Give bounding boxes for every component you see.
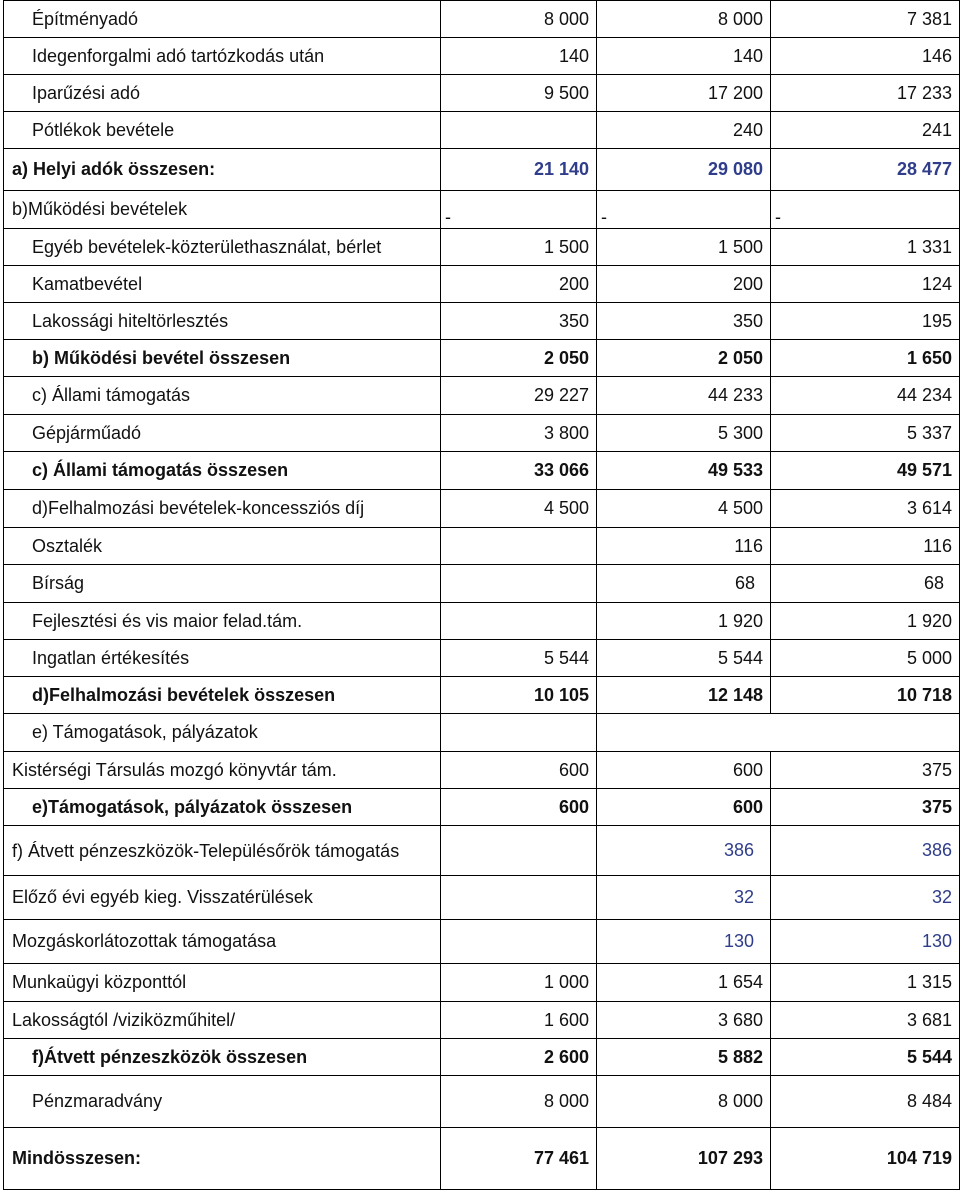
value-col3 [771,714,960,752]
table-row [4,490,960,528]
subtotal-row [4,340,960,377]
value-col1: 200 [441,266,597,303]
value-col2: 44 233 [597,377,771,415]
row-label: d)Felhalmozási bevételek összesen [4,677,441,714]
row-label: a) Helyi adók összesen: [4,149,441,191]
table-row [4,229,960,266]
row-label: Mindösszesen: [4,1128,441,1190]
subtotal-row [4,149,960,191]
value-col3: 10 718 [771,677,960,714]
value-col1: 9 500 [441,75,597,112]
row-label: Kamatbevétel [4,266,441,303]
value-col2: 1 920 [597,603,771,640]
value-col2: 600 [597,752,771,789]
value-col3: 195 [771,303,960,340]
row-label: Egyéb bevételek-közterülethasználat, bérlet [4,229,441,266]
value-col1: 1 000 [441,964,597,1002]
row-label: Mozgáskorlátozottak támogatása [4,920,441,964]
value-col3: 146 [771,38,960,75]
value-col1: 350 [441,303,597,340]
value-col3: 1 650 [771,340,960,377]
table-row [4,603,960,640]
value-col3: 5 000 [771,640,960,677]
value-col1: 5 544 [441,640,597,677]
table-row [4,528,960,565]
table-row [4,964,960,1002]
value-col2: 200 [597,266,771,303]
value-col3: 5 544 [771,1039,960,1076]
table-row [4,752,960,789]
value-col2: 1 500 [597,229,771,266]
value-col1: 8 000 [441,1,597,38]
value-col3: 3 681 [771,1002,960,1039]
row-label: Építményadó [4,1,441,38]
value-col3: 375 [771,789,960,826]
row-label: Előző évi egyéb kieg. Visszatérülések [4,876,441,920]
row-label: b)Működési bevételek [4,191,441,229]
row-label: Pótlékok bevétele [4,112,441,149]
row-label: f)Átvett pénzeszközök összesen [4,1039,441,1076]
subtotal-row [4,452,960,490]
value-col2: 8 000 [597,1076,771,1128]
table-row [4,112,960,149]
row-label: Kistérségi Társulás mozgó könyvtár tám. [4,752,441,789]
value-col2: 1 654 [597,964,771,1002]
table-row [4,1002,960,1039]
value-col2: 107 293 [597,1128,771,1190]
value-col1: - [441,191,597,229]
row-label: Iparűzési adó [4,75,441,112]
value-col3: 17 233 [771,75,960,112]
value-col3: 44 234 [771,377,960,415]
value-col1 [441,826,597,876]
value-col1: 600 [441,789,597,826]
value-col1: 21 140 [441,149,597,191]
value-col1: 600 [441,752,597,789]
value-col1 [441,876,597,920]
value-col1 [441,565,597,603]
value-col3: 28 477 [771,149,960,191]
value-col2: 140 [597,38,771,75]
value-col3: 104 719 [771,1128,960,1190]
row-label: Osztalék [4,528,441,565]
value-col3: 49 571 [771,452,960,490]
subtotal-row [4,1039,960,1076]
value-col3: 32 [771,876,960,920]
value-col1: 3 800 [441,415,597,452]
table-row [4,266,960,303]
value-col2: 2 050 [597,340,771,377]
value-col2: 5 300 [597,415,771,452]
value-col3: 7 381 [771,1,960,38]
table-row [4,876,960,920]
value-col1: 140 [441,38,597,75]
table-row [4,75,960,112]
value-col2: - [597,191,771,229]
value-col1: 29 227 [441,377,597,415]
value-col2: 5 544 [597,640,771,677]
value-col1: 4 500 [441,490,597,528]
value-col1: 1 500 [441,229,597,266]
value-col2: 3 680 [597,1002,771,1039]
value-col3: 68 [771,565,960,603]
value-col3: 8 484 [771,1076,960,1128]
row-label: Munkaügyi központtól [4,964,441,1002]
table-row [4,415,960,452]
table-row [4,303,960,340]
value-col3: 130 [771,920,960,964]
row-label: Bírság [4,565,441,603]
table-row [4,377,960,415]
value-col1 [441,714,597,752]
row-label: b) Működési bevétel összesen [4,340,441,377]
value-col2: 17 200 [597,75,771,112]
value-col2: 240 [597,112,771,149]
value-col3: 1 920 [771,603,960,640]
row-label: d)Felhalmozási bevételek-koncessziós díj [4,490,441,528]
value-col1: 2 600 [441,1039,597,1076]
value-col2: 29 080 [597,149,771,191]
value-col1: 1 600 [441,1002,597,1039]
row-label: f) Átvett pénzeszközök-Településőrök támogatás [4,826,441,876]
value-col2: 12 148 [597,677,771,714]
value-col3: 1 331 [771,229,960,266]
row-label: Pénzmaradvány [4,1076,441,1128]
table-row [4,565,960,603]
value-col2: 49 533 [597,452,771,490]
value-col2: 386 [597,826,771,876]
row-label: e)Támogatások, pályázatok összesen [4,789,441,826]
value-col1: 77 461 [441,1128,597,1190]
row-label: Lakosságtól /viziközműhitel/ [4,1002,441,1039]
value-col2: 116 [597,528,771,565]
row-label: e) Támogatások, pályázatok [4,714,441,752]
value-col2: 350 [597,303,771,340]
value-col2: 68 [597,565,771,603]
table-row [4,826,960,876]
value-col1 [441,528,597,565]
section-header-row [4,714,960,752]
value-col1 [441,603,597,640]
value-col3: - [771,191,960,229]
value-col1: 33 066 [441,452,597,490]
subtotal-row [4,677,960,714]
value-col3: 1 315 [771,964,960,1002]
revenue-table [3,0,960,1190]
value-col1: 10 105 [441,677,597,714]
value-col2: 8 000 [597,1,771,38]
table-row [4,191,960,229]
row-label: Gépjárműadó [4,415,441,452]
value-col2: 5 882 [597,1039,771,1076]
table-row [4,1,960,38]
value-col2 [597,714,771,752]
row-label: Idegenforgalmi adó tartózkodás után [4,38,441,75]
table-row [4,640,960,677]
subtotal-row [4,789,960,826]
value-col2: 600 [597,789,771,826]
value-col3: 116 [771,528,960,565]
row-label: c) Állami támogatás [4,377,441,415]
row-label: Fejlesztési és vis maior felad.tám. [4,603,441,640]
value-col2: 4 500 [597,490,771,528]
row-label: Lakossági hiteltörlesztés [4,303,441,340]
value-col3: 5 337 [771,415,960,452]
value-col1 [441,920,597,964]
table-row [4,920,960,964]
value-col1: 8 000 [441,1076,597,1128]
value-col3: 241 [771,112,960,149]
table-row [4,1076,960,1128]
value-col3: 124 [771,266,960,303]
value-col3: 375 [771,752,960,789]
value-col2: 32 [597,876,771,920]
table-row [4,38,960,75]
value-col1: 2 050 [441,340,597,377]
value-col3: 3 614 [771,490,960,528]
row-label: Ingatlan értékesítés [4,640,441,677]
value-col1 [441,112,597,149]
grand-total-row [4,1128,960,1190]
value-col2: 130 [597,920,771,964]
row-label: c) Állami támogatás összesen [4,452,441,490]
value-col3: 386 [771,826,960,876]
